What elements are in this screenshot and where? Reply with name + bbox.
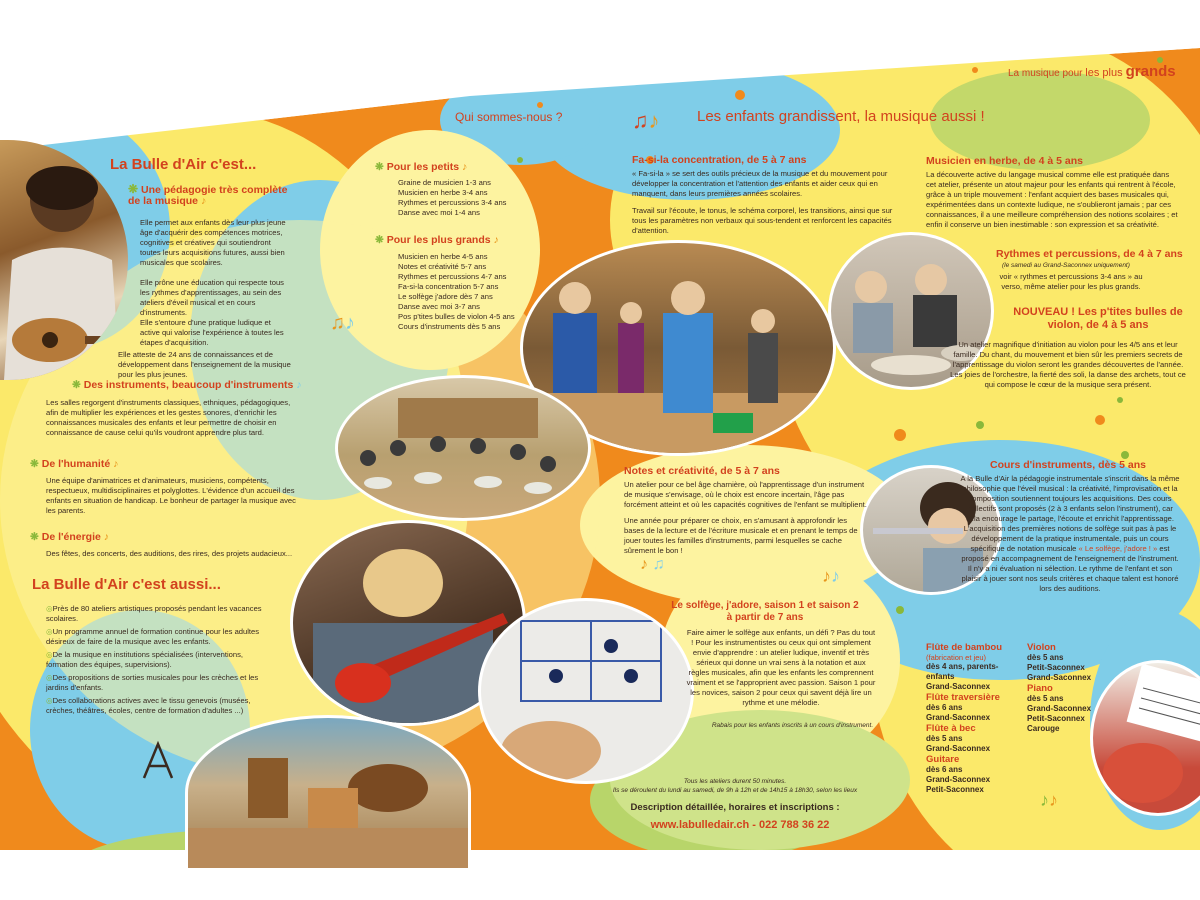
en-title — [30, 532, 109, 543]
music-note-icon: ♪ — [493, 234, 499, 246]
grands-item: Musicien en herbe 4-5 ans — [398, 252, 488, 261]
solfege-title: Le solfège, j'adore, saison 1 et saison 2 à partir de 7 ans — [671, 600, 859, 623]
ryth-title: Rythmes et percussions, de 4 à 7 ans — [996, 248, 1183, 260]
petits-item: Graine de musicien 1-3 ans — [398, 178, 491, 187]
instrument-detail: dès 6 ans — [926, 765, 963, 774]
solfege-rabais: Rabais pour les enfants inscrits à un cours d'instrument. — [711, 722, 874, 729]
photo-solfege-board — [478, 598, 694, 784]
instrument-detail: Carouge — [1027, 724, 1060, 733]
photo-drum-circle — [335, 375, 591, 521]
music-notes-icon: ♪♪ — [822, 566, 840, 586]
spiral-icon: ❋ — [375, 234, 384, 246]
qui-title: Qui sommes-nous ? — [455, 110, 563, 124]
notes-p2: Une année pour préparer ce choix, en s'amusant à approfondir les bases de la lecture et de l'écriture musicale et en prenant le temps de jouer toutes les familles d'instruments, parmi lesquelles se cache sûrement le bon ! — [624, 516, 858, 555]
photo-room-instruments — [185, 715, 471, 871]
instrument-detail: dès 4 ans, parents-enfants — [926, 662, 999, 681]
website-link[interactable]: www.labulledair.ch — [650, 819, 750, 831]
instrument-name: Flûte traversière — [926, 692, 1000, 703]
tagline-post: les plus — [1085, 67, 1126, 79]
instrument-detail: Grand-Saconnex — [926, 713, 991, 722]
aussi-item: ◎ Un programme annuel de formation continue pour les adultes désireux de faire de la musique avec les enfants. — [46, 627, 276, 647]
herbe-p: La découverte active du langage musical comme elle est pratiquée dans cet atelier, présente un atout majeur pour les enfants qui rentrent à l'école, grâce à un triple mouvement : l'enfant acquiert des bases musicales qui, expérimentées dans un contexte ludique, ne s'oublieront jamais ; par ces connaissances, il a une meilleure compréhension des notions scolaires ; et enfin il conserve un bien inestimable : son expression et sa créativité. — [926, 170, 1178, 229]
cours-p — [960, 474, 1180, 594]
instrument-detail: Grand-Saconnex — [1027, 673, 1092, 682]
desc-label: Description détaillée, horaires et inscriptions : — [630, 802, 840, 813]
spiral-icon: ❋ — [128, 182, 139, 196]
music-note-icon: ♪ — [113, 458, 119, 470]
grandissent-title: Les enfants grandissent, la musique aussi ! — [697, 108, 985, 125]
hum-title — [30, 459, 118, 470]
petits-list — [398, 178, 518, 218]
fasila-title: Fa-si-la concentration, de 5 à 7 ans — [632, 154, 807, 166]
grands-title — [375, 235, 499, 246]
instrument-detail: Grand-Saconnex — [926, 744, 991, 753]
bulle-title: La Bulle d'Air c'est... — [110, 156, 257, 173]
ped-p3: Elle s'entoure d'une pratique ludique et active qui valorise l'expérience à toutes les étapes d'acquisition. — [140, 318, 284, 347]
spiral-icon: ❋ — [72, 379, 81, 391]
grands-item: Pos p'tites bulles de violon 4-5 ans — [398, 312, 515, 321]
tagline-big: grands — [1125, 63, 1176, 80]
aussi-item: ◎ De la musique en institutions spécialisées (interventions, formation des équipes, supervisions). — [46, 650, 276, 670]
hum-p: Une équipe d'animatrices et d'animateurs, musiciens, compétents, respectueux, multidisciplinaires et polyglottes. L'évidence d'un accueil des enfants en situation de handicap. Le bonheur de partager la musique avec les parents. — [46, 476, 296, 515]
instrument-detail: dès 6 ans — [926, 703, 963, 712]
instrument-detail: dès 5 ans — [1027, 694, 1064, 703]
ped-title-text: Une pédagogie très complète de la musique — [128, 184, 288, 207]
instrument-sub: (fabrication et jeu) — [926, 653, 987, 662]
phone-number: - 022 788 36 22 — [749, 819, 830, 831]
ped-p1: Elle permet aux enfants dès leur plus jeune âge d'acquérir des compétences motrices, cognitives et créatives qui soutiendront toutes leurs acquisitions futures, aussi bien musicales que scolaires. — [140, 218, 286, 267]
ped-p2: Elle prône une éducation qui respecte tous les rythmes d'apprentissages, au sein des ateliers d'éveil musical et en cours d'instruments. — [140, 278, 284, 317]
instrument-detail: Petit-Saconnex — [1027, 714, 1085, 723]
music-note-icon: ♪ — [462, 161, 468, 173]
grands-item: Fa-si-la concentration 5-7 ans — [398, 282, 499, 291]
tagline — [1008, 63, 1176, 80]
instrument-name: Violon — [1027, 642, 1056, 653]
instrument-detail: Petit-Saconnex — [1027, 663, 1085, 672]
notes-title: Notes et créativité, de 5 à 7 ans — [624, 465, 780, 477]
aussi-list — [46, 604, 276, 716]
music-note-icon: ♪ — [296, 379, 302, 391]
instrument-detail: dès 5 ans — [926, 734, 963, 743]
petits-item: Rythmes et percussions 3-4 ans — [398, 198, 507, 207]
cours-title: Cours d'instruments, dès 5 ans — [990, 459, 1146, 471]
grands-item: Le solfège j'adore dès 7 ans — [398, 292, 493, 301]
schedule-left — [926, 642, 1026, 795]
music-notes-icon: ♫♪ — [330, 312, 355, 334]
music-notes-icon: ♫♪ — [632, 108, 660, 133]
ryth-p: voir « rythmes et percussions 3-4 ans » au verso, même atelier pour les plus grands. — [999, 272, 1143, 291]
petits-item: Musicien en herbe 3-4 ans — [398, 188, 488, 197]
cours-p-quote: « Le solfège, j'adore ! » — [1078, 544, 1158, 553]
schedule-right — [1027, 642, 1107, 734]
music-notes-icon: ♪ ♫ — [640, 556, 665, 573]
music-notes-icon: ♪♪ — [1040, 790, 1058, 810]
grands-item: Notes et créativité 5-7 ans — [398, 262, 487, 271]
instrument-name: Guitare — [926, 754, 960, 765]
instrument-detail: dès 5 ans — [1027, 653, 1064, 662]
ped-p4: Elle atteste de 24 ans de connaissances et de développement dans l'enseignement de la musique pour les plus jeunes. — [118, 350, 291, 379]
cours-p-end: est proposé en accompagnement de l'enseignement de l'instrument. Il n'y a ni évaluation ni sélection. Le rythme de l'enfant et son plaisir à jouer sont nos seuls critères et chaque talent est honoré lors des auditions. — [961, 544, 1179, 593]
instr-title — [72, 380, 312, 391]
instrument-name: Flûte à bec — [926, 723, 976, 734]
aussi-item: ◎ Près de 80 ateliers artistiques proposés pendant les vacances scolaires. — [46, 604, 276, 624]
fasila-p2: Travail sur l'écoute, le tonus, le schéma corporel, les transitions, ainsi que sur tous les paramètres non verbaux qui sous-tendent et renforcent les capacités d'attention. — [632, 206, 893, 235]
nouveau-p: Un atelier magnifique d'initiation au violon pour les 4/5 ans et leur famille. Du chant, du mouvement et bien sûr les premiers secrets de l'apprentissage du violon seront les grandes découvertes de l'année. Les joies de l'orchestre, la fierté des soli, la danse des archets, tout ce qui compose le cœur de la musique sera présent. — [950, 340, 1186, 389]
grands-item: Rythmes et percussions 4-7 ans — [398, 272, 507, 281]
spiral-icon: ❋ — [30, 458, 39, 470]
aussi-item: ◎ Des propositions de sorties musicales pour les crèches et les jardins d'enfants. — [46, 673, 276, 693]
instr-p: Les salles regorgent d'instruments classiques, ethniques, pédagogiques, afin de multiplier les expériences et les gestes sonores, d'enrichir les connaissances musicales des enfants et leur permettre de choisir en connaissance de cause celui qu'ils voudront apprendre plus tard. — [46, 398, 291, 437]
footer-note2: Ils se déroulent du lundi au samedi, de 9h à 12h et de 14h15 à 18h30, selon les lieux — [612, 787, 858, 794]
instr-title-text: Des instruments, beaucoup d'instruments — [83, 379, 294, 391]
en-p: Des fêtes, des concerts, des auditions, des rires, des projets audacieux... — [46, 549, 293, 558]
instrument-name: Flûte de bambou — [926, 642, 1002, 653]
ryth-sub: (le samedi au Grand-Saconnex uniquement) — [1002, 262, 1130, 269]
footer-note1: Tous les ateliers durent 50 minutes. — [683, 778, 787, 785]
solfege-p: Faire aimer le solfège aux enfants, un défi ? Pas du tout ! Pour les instrumentistes ou ceux qui ont simplement envie d'apprendre : un atelier ludique, inventif et très sérieux qui donne un vrai sens à la notation et aux règles musicales, afin que les enfants les comprennent vraiment et se l'approprient avec passion. Saison 1 pour les novices, saison 2 pour ceux qui savent déjà lire un rythme et une mélodie. — [686, 628, 876, 707]
fasila-p: « Fa-si-la » se sert des outils précieux de la musique et du mouvement pour développer la concentration et l'attention des enfants et aider ceux qui en manquent, dans leurs premières années scolaires. — [632, 169, 888, 198]
instrument-detail: Grand-Saconnex — [926, 775, 991, 784]
tagline-pre: La musique — [1008, 68, 1063, 79]
spiral-icon: ❋ — [30, 531, 39, 543]
petits-title-text: Pour les petits — [386, 161, 460, 173]
spiral-icon: ❋ — [375, 161, 384, 173]
aussi-item: ◎ Des collaborations actives avec le tissu genevois (musées, crèches, théâtres, écoles, centre de formation d'adultes ...) — [46, 696, 276, 716]
notes-p: Un atelier pour ce bel âge charnière, où l'apprentissage d'un instrument de musique s'envisage, où le choix est encore incertain, l'âge pas forcément atteint et où les capacités cognitives de l'enfant se multiplient. — [624, 480, 867, 509]
ped-title — [128, 184, 288, 206]
petits-item: Danse avec moi 1-4 ans — [398, 208, 480, 217]
nouveau-title: NOUVEAU ! Les p'tites bulles de violon, de 4 à 5 ans — [1013, 306, 1183, 331]
hum-title-text: De l'humanité — [41, 458, 111, 470]
aussi-title: La Bulle d'Air c'est aussi... — [32, 576, 221, 593]
en-title-text: De l'énergie — [41, 531, 101, 543]
instrument-detail: Grand-Saconnex — [926, 682, 991, 691]
contact-line — [620, 818, 860, 832]
grands-item: Danse avec moi 3-7 ans — [398, 302, 480, 311]
grands-list — [398, 252, 523, 332]
cours-p-text: A la Bulle d'Air la pédagogie instrumentale s'inscrit dans la même philosophie que l'éveil musical : la créativité, l'improvisation et la composition soutiennent toujours les acquisitions. Des cours collectifs sont proposés (2 à 3 enfants selon l'instrument), car cela encourage le partage, l'écoute et enrichit l'apprentissage. L'acquisition des premières notions de solfège suit pas à pas le développement de la pratique instrumentale, puis un cours spécifique de notation musicale — [960, 474, 1180, 553]
grands-title-text: Pour les plus grands — [386, 234, 491, 246]
music-note-icon: ♪ — [200, 194, 207, 207]
artiste-logo — [140, 740, 176, 780]
instrument-detail: Grand-Saconnex — [1027, 704, 1092, 713]
herbe-title: Musicien en herbe, de 4 à 5 ans — [926, 155, 1083, 167]
instrument-name: Piano — [1027, 683, 1053, 694]
tagline-mid: pour — [1062, 68, 1086, 79]
music-note-icon: ♪ — [103, 531, 110, 543]
petits-title — [375, 162, 467, 173]
instrument-detail: Petit-Saconnex — [926, 785, 984, 794]
grands-item: Cours d'instruments dès 5 ans — [398, 322, 501, 331]
